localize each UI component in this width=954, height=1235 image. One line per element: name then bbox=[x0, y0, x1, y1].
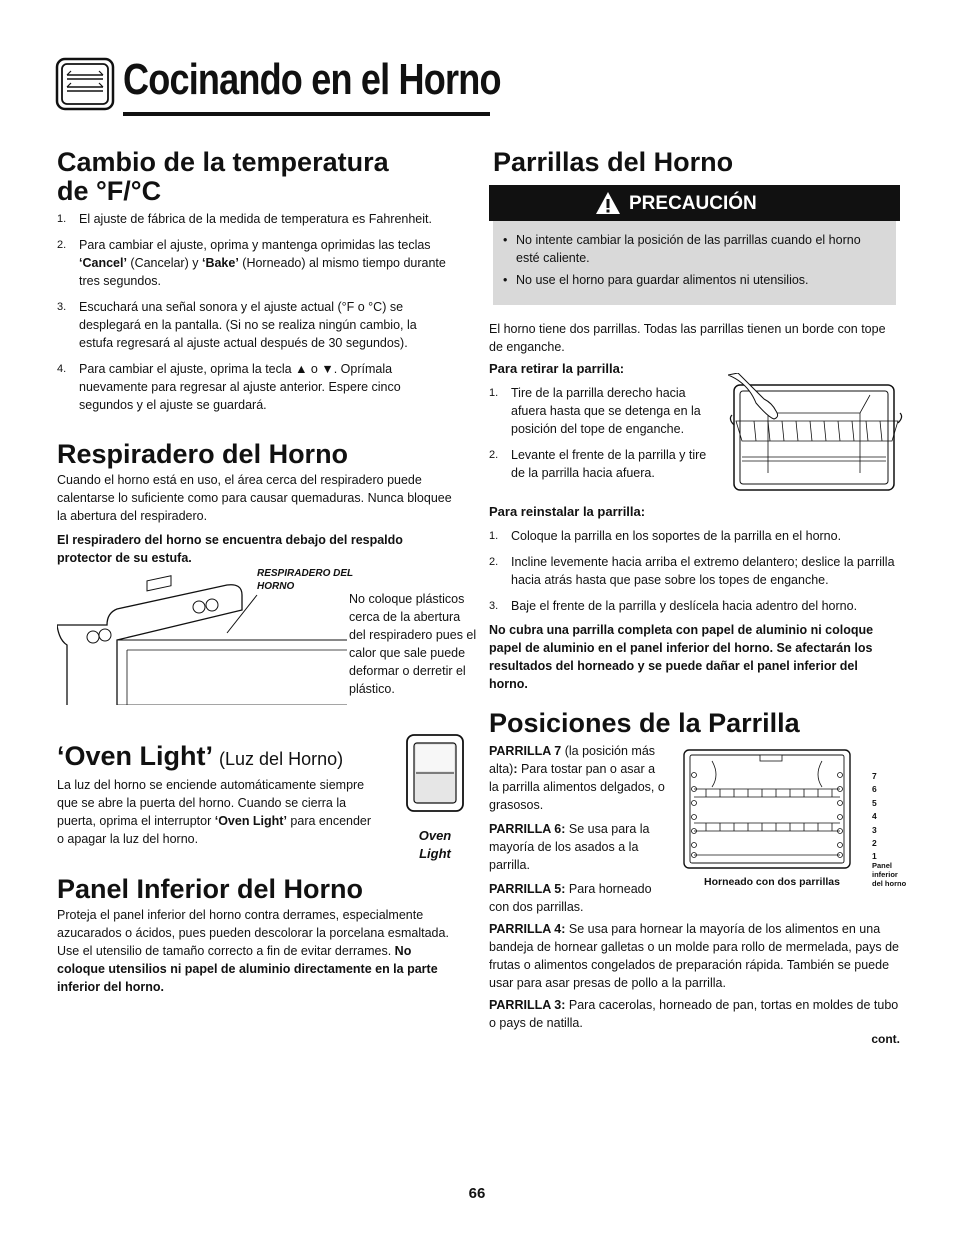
remove-title: Para retirar la parrilla: bbox=[489, 361, 625, 376]
step-number: 3. bbox=[489, 600, 499, 612]
oven-light-switch-figure bbox=[405, 733, 465, 868]
caution-item: • No intente cambiar la posición de las parrillas cuando el horno esté caliente. bbox=[503, 233, 861, 265]
remove-steps bbox=[489, 384, 709, 482]
section-title-vent: Respiradero del Horno bbox=[57, 439, 349, 469]
rack-positions-illustration bbox=[682, 747, 854, 872]
step-number: 1. bbox=[489, 387, 499, 399]
bottom-body: Proteja el panel inferior del horno contra derrames, especialmente azucarados o ácidos, pues pueden descolorar la porcelana esmaltada. Use el utensilio de tamaño correcto a fin de evitar derrames. No coloque utensilios ni papel de aluminio directamente en la parte inferior del horno. bbox=[57, 908, 449, 994]
section-title-light: ‘Oven Light’ bbox=[57, 741, 212, 771]
step-number: 1. bbox=[57, 213, 67, 225]
rack-step: 2. Levante el frente de la parrilla y tire de la parrilla hacia afuera. bbox=[489, 448, 707, 480]
racks-intro: El horno tiene dos parrillas. Todas las parrillas tienen un borde con tope de enganche. bbox=[489, 322, 886, 354]
temp-step: 1. El ajuste de fábrica de la medida de temperatura es Fahrenheit. bbox=[57, 212, 432, 226]
rack-6-text: PARRILLA 6: Se usa para la mayoría de los asados a la parrilla. bbox=[489, 822, 650, 872]
rack-pull-figure bbox=[728, 373, 906, 493]
section-title-temp: Cambio de la temperatura de °F/°C bbox=[57, 147, 389, 206]
title-rule bbox=[123, 112, 490, 116]
reinstall-steps bbox=[489, 527, 899, 615]
bullet: • bbox=[503, 273, 508, 287]
warning-icon bbox=[595, 191, 621, 215]
step-number: 1. bbox=[489, 530, 499, 542]
positions-short bbox=[489, 742, 667, 916]
step-number: 2. bbox=[57, 239, 67, 251]
rack-number: 7 bbox=[872, 771, 877, 781]
figure-caption: Horneado con dos parrillas bbox=[704, 876, 840, 888]
section-positions bbox=[489, 709, 904, 738]
section-temp bbox=[57, 148, 452, 422]
remove-block bbox=[489, 360, 709, 490]
rack-number: 4 bbox=[872, 811, 877, 822]
rack-step: 1. Tire de la parrilla derecho hacia afuera hasta que se detenga en la posición del tope de enganche. bbox=[489, 386, 701, 436]
caution-label: PRECAUCIÓN bbox=[629, 193, 757, 214]
caution-box bbox=[489, 185, 900, 305]
switch-label: Oven Light bbox=[418, 828, 452, 861]
header bbox=[55, 50, 501, 120]
light-body: La luz del horno se enciende automáticamente siempre que se abre la puerta del horno. Cuando se cierra la puerta, oprima el interruptor ‘Oven Light’ para encender o apagar la luz del horno. bbox=[57, 778, 372, 846]
bullet: • bbox=[503, 233, 508, 247]
step-number: 3. bbox=[57, 301, 67, 313]
step-number: 2. bbox=[489, 556, 499, 568]
vent-label: RESPIRADERO DEL HORNO bbox=[257, 568, 353, 592]
page-title: Cocinando en el Horno bbox=[123, 55, 501, 104]
caution-body bbox=[493, 221, 896, 305]
caution-header bbox=[489, 185, 900, 221]
vent-side-text: No coloque plásticos cerca de la abertura del respiradero pues el calor que sale puede deformar o derretir el plástico. bbox=[349, 592, 477, 696]
section-title-bottom: Panel Inferior del Horno bbox=[57, 874, 364, 904]
foil-warning: No cubra una parrilla completa con papel de aluminio ni coloque papel de aluminio en el panel inferior del horno. Se afectarán los resultados del horneado y se puede dañar el panel inferior del horno. bbox=[489, 623, 874, 691]
vent-figure bbox=[57, 565, 353, 705]
vent-note: El respiradero del horno se encuentra debajo del respaldo protector de su estufa. bbox=[57, 533, 403, 565]
rack-number: 5 bbox=[872, 797, 877, 808]
rack-number: 3 bbox=[872, 824, 877, 835]
caution-item: • No use el horno para guardar alimentos ni utensilios. bbox=[503, 273, 809, 287]
rack-5-text: PARRILLA 5: Para horneado con dos parrillas. bbox=[489, 882, 652, 914]
temp-step: 4. Para cambiar el ajuste, oprima la tecla ▲ o ▼. Oprímala nuevamente para regresar al ajuste anterior. Espere cinco segundos y el ajuste se guardará. bbox=[57, 362, 401, 412]
reinstall-title: Para reinstalar la parrilla: bbox=[489, 504, 646, 519]
step-number: 2. bbox=[489, 449, 499, 461]
rack-7-text: PARRILLA 7 (la posición más alta): Para tostar pan o asar a la parrilla alimentos delgados, o grasosos. bbox=[489, 744, 665, 812]
rack-number: 2 bbox=[872, 838, 877, 849]
rack-step: 2. Incline levemente hacia arriba el extremo delantero; deslice la parrilla hacia atrás hasta que pase sobre los topes de enganche. bbox=[489, 555, 895, 587]
rack-positions-figure bbox=[682, 747, 907, 907]
section-title-racks: Parrillas del Horno bbox=[493, 147, 734, 177]
vent-body: Cuando el horno está en uso, el área cerca del respiradero puede calentarse lo suficiente como para causar quemaduras. Nunca bloquee la abertura del respiradero. bbox=[57, 473, 452, 523]
rack-step: 3. Baje el frente de la parrilla y deslícela hacia adentro del horno. bbox=[489, 599, 858, 613]
section-bottom bbox=[57, 875, 452, 996]
section-light bbox=[57, 742, 377, 848]
rack-step: 1. Coloque la parrilla en los soportes de la parrilla en el horno. bbox=[489, 529, 842, 543]
reinstall-block bbox=[489, 503, 899, 693]
section-racks bbox=[493, 148, 903, 177]
rack-3-text: PARRILLA 3: Para cacerolas, horneado de pan, tortas en moldes de tubo o pays de natilla. bbox=[489, 998, 899, 1030]
switch-icon bbox=[405, 733, 465, 813]
temp-step: 2. Para cambiar el ajuste, oprima y mantenga oprimidas las teclas ‘Cancel’ (Cancelar) y ‘Bake’ (Horneado) al mismo tiempo durante tres segundos. bbox=[57, 238, 446, 288]
temp-steps bbox=[57, 210, 452, 414]
page-number: 66 bbox=[468, 1185, 486, 1202]
rack-number: 1 bbox=[872, 851, 877, 862]
oven-icon bbox=[55, 53, 115, 113]
rack-numbers bbox=[872, 770, 884, 864]
panel-label: Panel inferior del horno bbox=[872, 861, 907, 888]
light-title-suffix: (Luz del Horno) bbox=[219, 749, 344, 769]
step-number: 4. bbox=[57, 363, 67, 375]
section-vent bbox=[57, 440, 452, 567]
positions-long bbox=[489, 920, 901, 1032]
rack-4-text: PARRILLA 4: Se usa para hornear la mayoría de los alimentos en una bandeja de hornear galletas o un molde para rollo de mermelada, pays de frutas o alimentos congelados de preparación rápida. También se puede usar para asar presas de pollo a la parrilla. bbox=[489, 922, 899, 990]
continued-label: cont. bbox=[871, 1032, 900, 1046]
rack-pull-illustration bbox=[728, 373, 906, 493]
section-title-positions: Posiciones de la Parrilla bbox=[489, 708, 800, 738]
temp-step: 3. Escuchará una señal sonora y el ajuste actual (°F o °C) se desplegará en la pantalla. (Si no se realiza ningún cambio, la estufa regresará al ajuste actual después de 30 segundos). bbox=[57, 300, 417, 350]
rack-number: 6 bbox=[872, 784, 877, 795]
